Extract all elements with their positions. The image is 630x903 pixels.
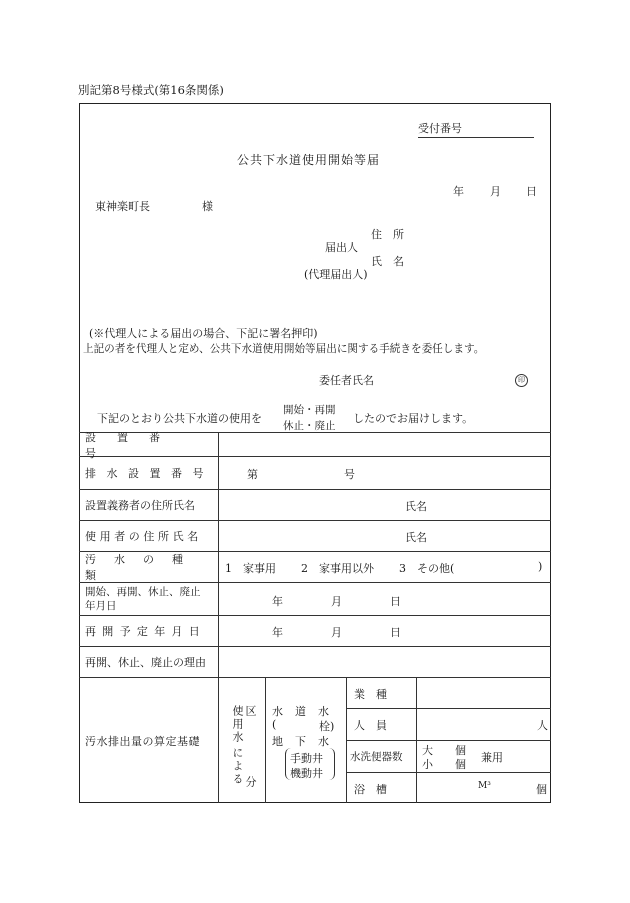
receipt-number-field[interactable] xyxy=(418,120,534,138)
delegator-seal xyxy=(515,372,528,387)
sewage-option-other-close: ) xyxy=(538,560,543,573)
label-text: 汚水排出量の算定基礎 xyxy=(85,734,200,748)
drain-number-dai: 第 xyxy=(247,468,258,481)
label-text: 再開予定年月日 xyxy=(85,625,207,638)
seal-mark: 印 xyxy=(515,374,528,387)
water-taps-label[interactable]: 栓) xyxy=(319,720,335,733)
label-user xyxy=(80,521,218,551)
sewage-option-non-household[interactable]: 2 家事用以外 xyxy=(301,562,374,575)
resume-date-month: 月 xyxy=(331,626,342,639)
label-start-date xyxy=(80,583,218,615)
water-class-a: 使用水 xyxy=(231,705,244,744)
business-label: 業 種 xyxy=(354,688,387,701)
notice-suffix: したのでお届けします。 xyxy=(353,412,474,425)
user-field[interactable] xyxy=(219,521,551,551)
label-text: 設置義務者の住所氏名 xyxy=(85,499,195,512)
reason-field[interactable] xyxy=(219,647,551,677)
form-caption: 別記第8号様式(第16条関係) xyxy=(78,83,224,97)
grid-line xyxy=(346,740,551,741)
date-month: 月 xyxy=(490,185,501,198)
water-taps-open: ( xyxy=(272,718,277,731)
label-text: 年月日 xyxy=(85,600,117,612)
toilet-large-label[interactable]: 大 個 xyxy=(422,744,466,757)
resume-date-day: 日 xyxy=(390,626,401,639)
form-title: 公共下水道使用開始等届 xyxy=(237,153,381,167)
label-text: 再開、休止、廃止の理由 xyxy=(85,656,206,669)
addressee-honorific: 様 xyxy=(202,200,213,213)
notice-prefix: 下記のとおり公共下水道の使用を xyxy=(97,412,262,425)
toilets-label: 水洗便器数 xyxy=(350,751,403,763)
pump-motor-label[interactable]: 機動井 xyxy=(290,767,323,780)
sewage-option-other[interactable]: 3 その他( xyxy=(399,562,455,575)
proxy-note: (※代理人による届出の場合、下記に署名押印) xyxy=(89,327,318,340)
drain-number-field[interactable] xyxy=(219,457,551,489)
delegation-text: 上記の者を代理人と定め、公共下水道使用開始等届出に関する手続きを委任します。 xyxy=(83,343,485,355)
water-class-b: による xyxy=(231,747,244,786)
setting-number-field[interactable] xyxy=(219,433,551,456)
pump-manual-label[interactable]: 手動井 xyxy=(290,752,323,765)
notice-option-start-resume[interactable]: 開始・再開 xyxy=(283,404,336,416)
start-date-day: 日 xyxy=(390,595,401,608)
label-drain-number xyxy=(80,457,218,489)
label-sewage-type xyxy=(80,552,218,582)
persons-label: 人 員 xyxy=(354,719,387,732)
toilet-shared-label[interactable]: 兼用 xyxy=(481,751,503,764)
applicant-proxy-label: (代理届出人) xyxy=(304,268,368,281)
obligor-name-label: 氏名 xyxy=(405,500,427,513)
bath-count-unit: 個 xyxy=(536,783,547,796)
applicant-label: 届出人 xyxy=(325,241,358,254)
toilet-small-label[interactable]: 小 個 xyxy=(422,758,466,771)
notice-option-suspend-abolish[interactable]: 休止・廃止 xyxy=(283,420,336,432)
water-class-d: 分 xyxy=(244,776,257,789)
water-supply-label: 水道水 xyxy=(272,705,341,718)
drain-number-go: 号 xyxy=(344,468,355,481)
label-reason xyxy=(80,647,218,677)
date-day: 日 xyxy=(526,185,537,198)
date-year: 年 xyxy=(453,185,464,198)
label-obligor xyxy=(80,490,218,520)
applicant-address-label: 住 所 xyxy=(371,228,404,241)
start-date-year: 年 xyxy=(272,595,283,608)
start-date-field[interactable] xyxy=(219,583,551,615)
groundwater-label: 地下水 xyxy=(272,735,341,748)
receipt-number-label: 受付番号 xyxy=(418,120,534,138)
bath-unit: M³ xyxy=(478,781,491,791)
bath-label: 浴 槽 xyxy=(354,783,387,796)
applicant-name-label: 氏 名 xyxy=(371,255,404,268)
label-text: 開始、再開、休止、廃止 xyxy=(85,586,201,598)
start-date-month: 月 xyxy=(331,595,342,608)
label-sewage-basis xyxy=(80,678,218,803)
persons-unit: 人 xyxy=(537,719,548,732)
resume-date-year: 年 xyxy=(272,626,283,639)
label-text: 設置番号 xyxy=(85,430,181,460)
obligor-field[interactable] xyxy=(219,490,551,520)
persons-field[interactable] xyxy=(417,709,551,740)
label-resume-date xyxy=(80,616,218,646)
label-text: 汚水の種類 xyxy=(85,553,201,582)
addressee-name: 東神楽町長 xyxy=(95,200,150,213)
label-setting-number xyxy=(80,430,218,460)
resume-date-field[interactable] xyxy=(219,616,551,646)
label-text: 使用者の住所氏名 xyxy=(85,530,202,543)
business-field[interactable] xyxy=(417,678,551,708)
delegator-label: 委任者氏名 xyxy=(319,374,374,387)
grid-line xyxy=(265,677,266,803)
water-class-c: 区 xyxy=(244,705,257,718)
sewage-option-household[interactable]: 1 家事用 xyxy=(225,562,276,575)
label-text: 排水設置番号 xyxy=(85,467,214,480)
user-name-label: 氏名 xyxy=(405,531,427,544)
